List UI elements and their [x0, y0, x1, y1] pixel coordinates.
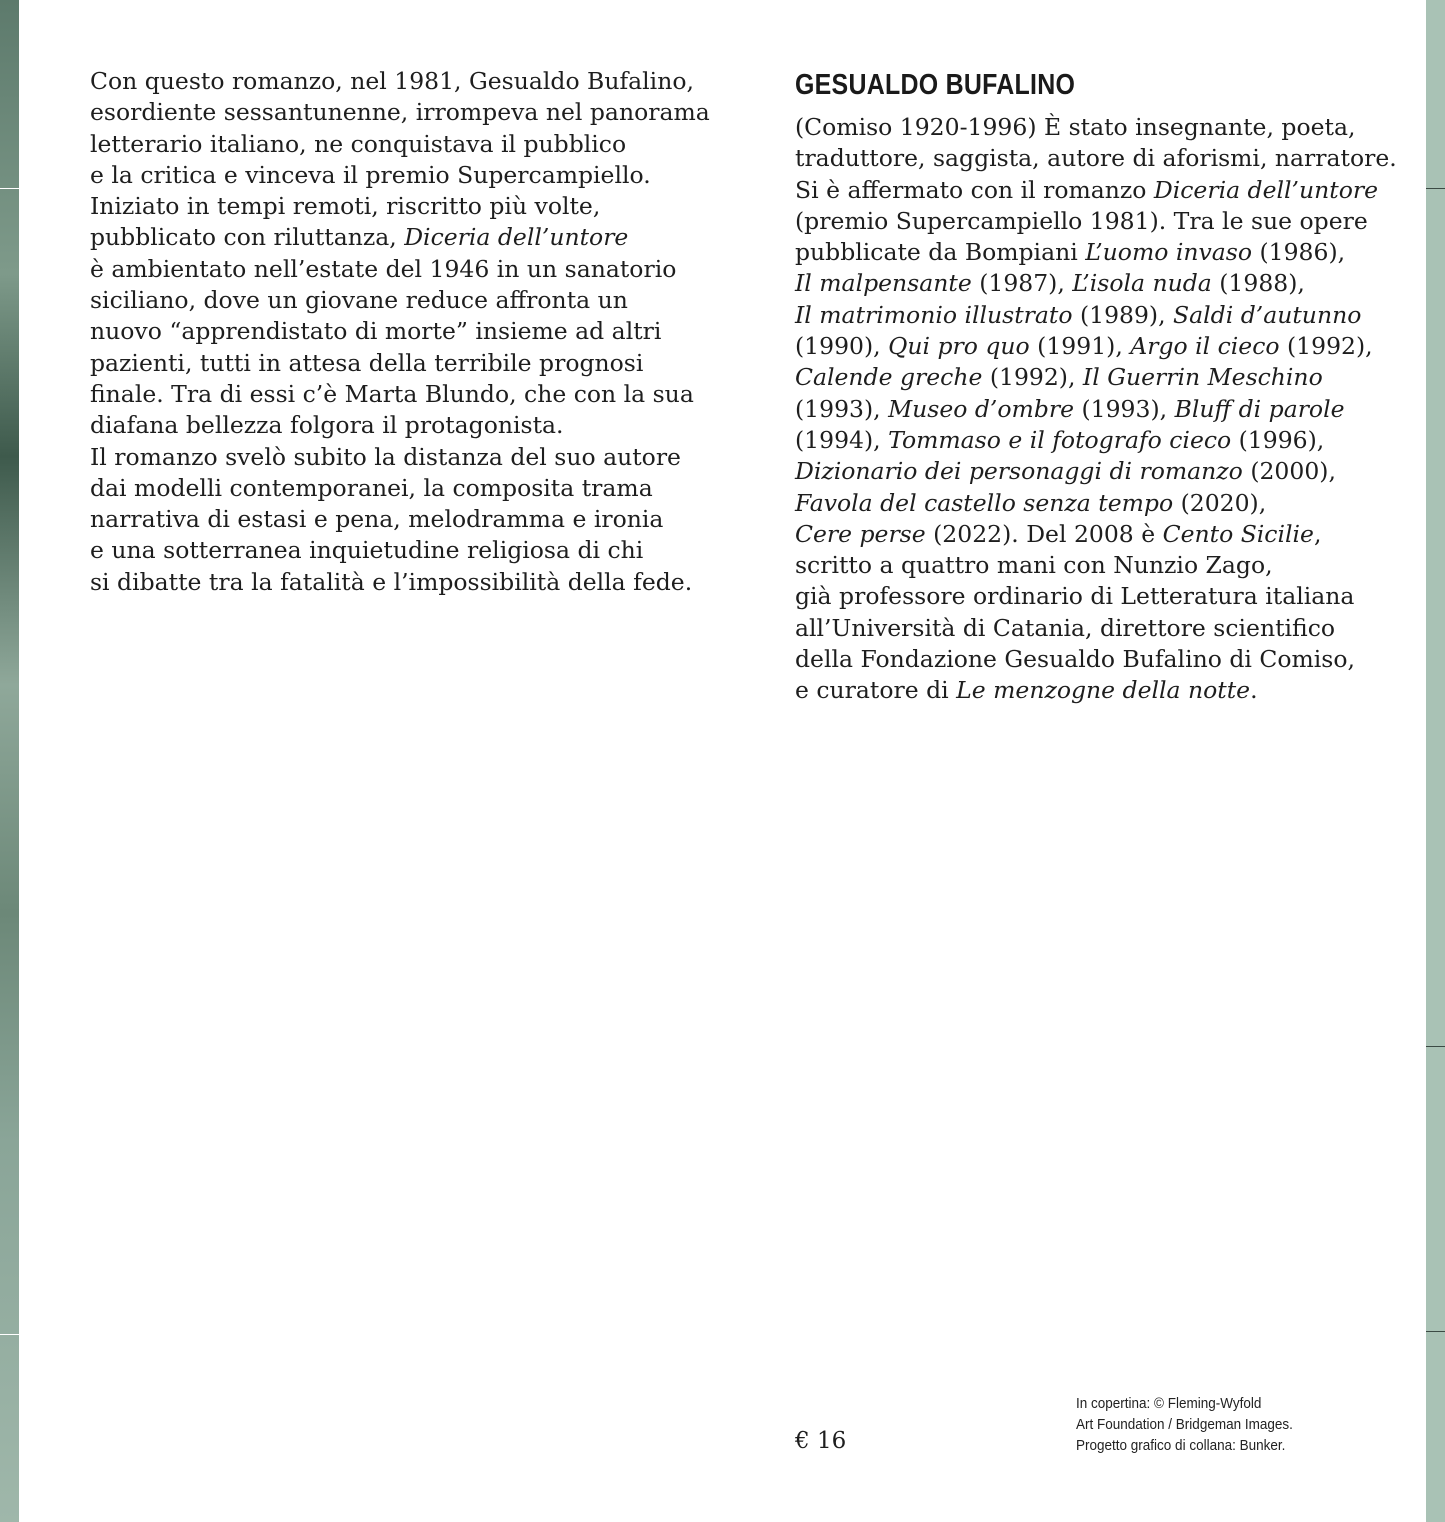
- bio-line: all’Università di Catania, direttore scientifico: [795, 613, 1336, 642]
- text-line: siciliano, dove un giovane reduce affronta un: [90, 286, 628, 315]
- book-title: Diceria dell’untore: [404, 223, 629, 252]
- cover-credits: [1076, 1393, 1293, 1456]
- bio-line: (1990), Qui pro quo (1991), Argo il cieco (1992),: [795, 332, 1373, 361]
- bio-line: (Comiso 1920-1996) È stato insegnante, poeta,: [795, 113, 1356, 141]
- book-title: Museo d’ombre: [888, 394, 1075, 423]
- text-line: nuovo “apprendistato di morte” insieme ad altri: [90, 317, 662, 346]
- bio-line: Favola del castello senza tempo (2020),: [795, 488, 1267, 517]
- bio-line: già professore ordinario di Letteratura italiana: [795, 582, 1355, 611]
- bio-line: pubblicate da Bompiani L’uomo invaso (1986),: [795, 238, 1346, 267]
- book-title: Bluff di parole: [1174, 394, 1345, 423]
- text-line: Il romanzo svelò subito la distanza del suo autore: [90, 442, 681, 471]
- book-title: Tommaso e il fotografo cieco: [888, 425, 1232, 454]
- credit-line: In copertina: © Fleming-Wyfold: [1076, 1395, 1262, 1412]
- text-line: pubblicato con riluttanza, Diceria dell’untore: [90, 223, 629, 252]
- bio-line: della Fondazione Gesualdo Bufalino di Comiso,: [795, 645, 1355, 674]
- book-title: L’uomo invaso: [1085, 238, 1252, 267]
- book-title: Dizionario dei personaggi di romanzo: [795, 457, 1243, 486]
- book-title: Cento Sicilie: [1162, 519, 1314, 548]
- text-line: è ambientato nell’estate del 1946 in un sanatorio: [90, 254, 677, 283]
- book-title: L’isola nuda: [1072, 269, 1212, 298]
- book-title: Il matrimonio illustrato: [795, 300, 1073, 329]
- text-line: diafana bellezza folgora il protagonista.: [90, 411, 564, 440]
- text-line: finale. Tra di essi c’è Marta Blundo, che con la sua: [90, 379, 694, 408]
- bio-line: Si è affermato con il romanzo Diceria dell’untore: [795, 175, 1379, 204]
- book-title: Saldi d’autunno: [1173, 300, 1362, 329]
- bio-line: (premio Supercampiello 1981). Tra le sue opere: [795, 206, 1368, 235]
- text-line: si dibatte tra la fatalità e l’impossibilità della fede.: [90, 567, 693, 596]
- book-title: Diceria dell’untore: [1153, 175, 1379, 204]
- synopsis-text: [90, 66, 710, 598]
- book-title: Il malpensante: [795, 269, 972, 298]
- book-title: Le menzogne della notte: [956, 676, 1251, 705]
- bio-line: traduttore, saggista, autore di aforismi, narratore.: [795, 144, 1397, 173]
- text-line: pazienti, tutti in attesa della terribile prognosi: [90, 348, 644, 377]
- text-line: e una sotterranea inquietudine religiosa di chi: [90, 536, 644, 565]
- book-title: Calende greche: [795, 363, 983, 392]
- bio-line: scritto a quattro mani con Nunzio Zago,: [795, 551, 1273, 580]
- bio-line: (1994), Tommaso e il fotografo cieco (1996),: [795, 425, 1325, 454]
- book-title: Favola del castello senza tempo: [795, 488, 1174, 517]
- bio-line: Il matrimonio illustrato (1989), Saldi d’autunno: [795, 300, 1362, 329]
- author-name-heading: GESUALDO BUFALINO: [795, 69, 1076, 101]
- book-title: Argo il cieco: [1130, 332, 1280, 361]
- text-line: esordiente sessantunenne, irrompeva nel panorama: [90, 98, 710, 127]
- bio-line: Dizionario dei personaggi di romanzo (2000),: [795, 457, 1336, 486]
- bio-line: Calende greche (1992), Il Guerrin Meschino: [795, 363, 1323, 392]
- bio-line: e curatore di Le menzogne della notte.: [795, 676, 1258, 705]
- text-line: Con questo romanzo, nel 1981, Gesualdo Bufalino,: [90, 67, 694, 95]
- book-title: Qui pro quo: [888, 332, 1030, 361]
- bio-line: Cere perse (2022). Del 2008 è Cento Sicilie,: [795, 519, 1322, 548]
- bio-line: (1993), Museo d’ombre (1993), Bluff di parole: [795, 394, 1345, 423]
- text-line: letterario italiano, ne conquistava il pubblico: [90, 129, 627, 158]
- cover-image-edge-left: [0, 0, 19, 1522]
- credit-line: Art Foundation / Bridgeman Images.: [1076, 1416, 1293, 1433]
- bio-line: Il malpensante (1987), L’isola nuda (1988),: [795, 269, 1305, 298]
- price-label: € 16: [795, 1428, 847, 1454]
- author-bio: [795, 66, 1397, 707]
- text-line: Iniziato in tempi remoti, riscritto più volte,: [90, 192, 601, 221]
- credit-line: Progetto grafico di collana: Bunker.: [1076, 1437, 1286, 1454]
- book-title: Cere perse: [795, 519, 926, 548]
- text-line: narrativa di estasi e pena, melodramma e ironia: [90, 505, 664, 534]
- text-line: dai modelli contemporanei, la composita trama: [90, 473, 653, 502]
- text-line: e la critica e vinceva il premio Supercampiello.: [90, 160, 651, 189]
- cover-image-edge-right: [1426, 0, 1445, 1522]
- book-title: Il Guerrin Meschino: [1082, 363, 1323, 392]
